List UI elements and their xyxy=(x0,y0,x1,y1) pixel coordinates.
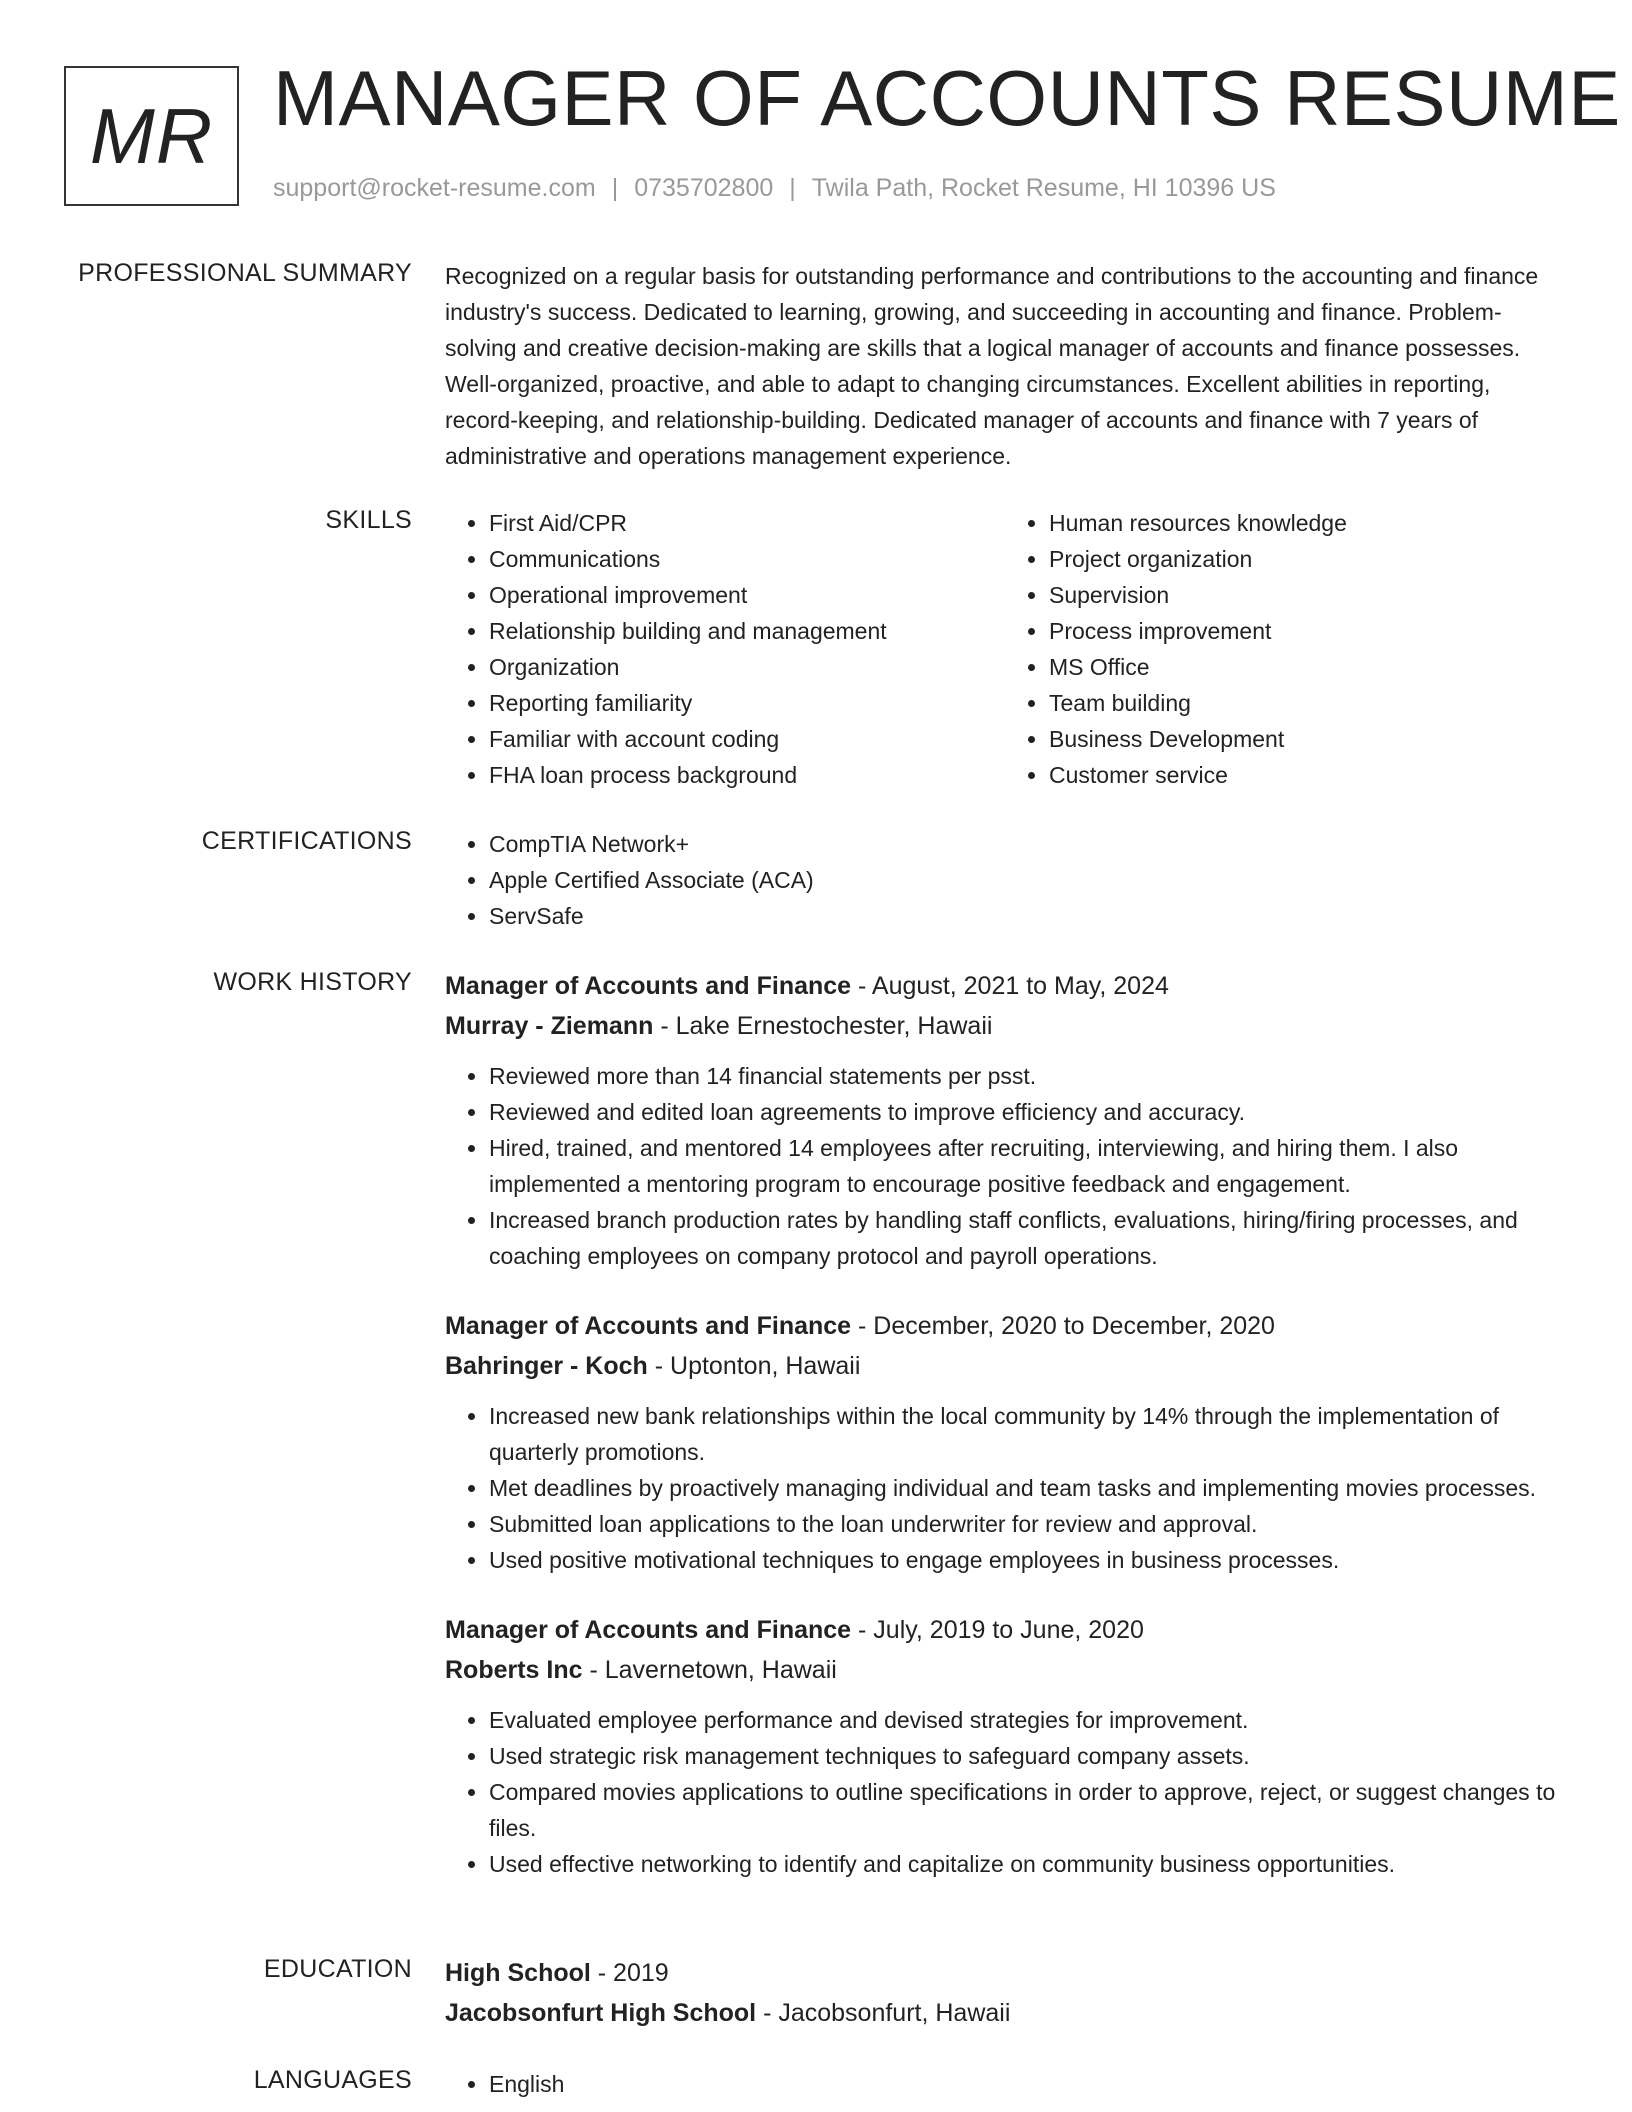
section-label-education: EDUCATION xyxy=(263,1955,412,1983)
job-duty-item: • Met deadlines by proactively managing individual and team tasks and implementing movies processes. xyxy=(489,1470,1565,1506)
contact-phone: 0735702800 xyxy=(634,174,774,202)
job-duty-item: • Increased new bank relationships within the local community by 14% through the implementation of quarterly promotions. xyxy=(489,1398,1565,1470)
education-degree-line xyxy=(445,1953,1565,1993)
job-duties-list xyxy=(445,1702,1565,1882)
job-title-line xyxy=(445,1306,1565,1346)
education-school: Jacobsonfurt High School xyxy=(445,1999,757,2027)
certification-item: • Apple Certified Associate (ACA) xyxy=(489,862,1565,898)
job-company: Roberts Inc xyxy=(445,1656,583,1684)
job-duties-list xyxy=(445,1058,1565,1274)
contact-line xyxy=(273,174,1276,203)
skill-item: • Reporting familiarity xyxy=(489,685,1005,721)
skill-item: • Human resources knowledge xyxy=(1049,505,1565,541)
job-company-line xyxy=(445,1346,1565,1386)
section-label-work-history: WORK HISTORY xyxy=(213,968,412,996)
section-content-education xyxy=(445,1953,1565,2045)
summary-text: Recognized on a regular basis for outstanding performance and contributions to the accounting and finance industry's success. Dedicated to learning, growing, and succeeding in accounting and finance. Problem-solving and creative decision-making are skills that a logical manager of accounts and finance possesses. Well-organized, proactive, and able to adapt to changing circumstances. Excellent abilities in reporting, record-keeping, and relationship-building. Dedicated manager of accounts and finance with 7 years of administrative and operations management experience. xyxy=(445,263,1539,469)
job-duty-item: • Compared movies applications to outline specifications in order to approve, reject, or suggest changes to files. xyxy=(489,1774,1565,1846)
job-company-line xyxy=(445,1006,1565,1046)
skills-columns xyxy=(445,505,1565,793)
job-location: - Lavernetown, Hawaii xyxy=(582,1656,837,1684)
skill-item: • Operational improvement xyxy=(489,577,1005,613)
certification-item: • CompTIA Network+ xyxy=(489,826,1565,862)
education-year: - 2019 xyxy=(590,1959,669,1987)
job-duty-item: • Used effective networking to identify and capitalize on community business opportunities. xyxy=(489,1846,1565,1882)
certifications-list xyxy=(445,826,1565,934)
job-company: Bahringer - Koch xyxy=(445,1352,648,1380)
section-content-work-history xyxy=(445,966,1565,1882)
section-content-languages xyxy=(445,2066,1565,2102)
contact-address: Twila Path, Rocket Resume, HI 10396 US xyxy=(811,174,1276,202)
skill-item: • Organization xyxy=(489,649,1005,685)
skill-item: • Project organization xyxy=(1049,541,1565,577)
job-title: Manager of Accounts and Finance xyxy=(445,972,852,1000)
skill-item: • Familiar with account coding xyxy=(489,721,1005,757)
section-label-languages: LANGUAGES xyxy=(253,2066,412,2094)
job-location: - Uptonton, Hawaii xyxy=(647,1352,861,1380)
job-title-line xyxy=(445,1610,1565,1650)
job-duty-item: • Hired, trained, and mentored 14 employees after recruiting, interviewing, and hiring them. I also implemented a mentoring program to encourage positive feedback and engagement. xyxy=(489,1130,1565,1202)
section-label-skills: SKILLS xyxy=(325,506,412,534)
job-duty-item: • Reviewed and edited loan agreements to improve efficiency and accuracy. xyxy=(489,1094,1565,1130)
job-duties-list xyxy=(445,1398,1565,1578)
job-entry xyxy=(445,1610,1565,1882)
skill-item: • Relationship building and management xyxy=(489,613,1005,649)
skill-item: • Team building xyxy=(1049,685,1565,721)
language-item: • English xyxy=(489,2066,1565,2102)
education-location: - Jacobsonfurt, Hawaii xyxy=(756,1999,1011,2027)
skill-item: • MS Office xyxy=(1049,649,1565,685)
job-duty-item: • Evaluated employee performance and devised strategies for improvement. xyxy=(489,1702,1565,1738)
monogram-badge: MR xyxy=(64,66,239,206)
languages-list xyxy=(445,2066,1565,2102)
section-content-certifications xyxy=(445,826,1565,934)
skills-list-right xyxy=(1005,505,1565,793)
skill-item: • Communications xyxy=(489,541,1005,577)
skill-item: • Business Development xyxy=(1049,721,1565,757)
skill-item: • Process improvement xyxy=(1049,613,1565,649)
section-label-summary: PROFESSIONAL SUMMARY xyxy=(78,259,412,287)
job-duty-item: • Reviewed more than 14 financial statements per psst. xyxy=(489,1058,1565,1094)
job-entry xyxy=(445,1306,1565,1578)
skills-list-left xyxy=(445,505,1005,793)
job-duty-item: • Used strategic risk management techniques to safeguard company assets. xyxy=(489,1738,1565,1774)
skill-item: • First Aid/CPR xyxy=(489,505,1005,541)
job-company: Murray - Ziemann xyxy=(445,1012,654,1040)
job-dates: - July, 2019 to June, 2020 xyxy=(851,1616,1144,1644)
job-title: Manager of Accounts and Finance xyxy=(445,1312,852,1340)
job-company-line xyxy=(445,1650,1565,1690)
skill-item: • FHA loan process background xyxy=(489,757,1005,793)
skill-item: • Customer service xyxy=(1049,757,1565,793)
certification-item: • ServSafe xyxy=(489,898,1565,934)
job-title: Manager of Accounts and Finance xyxy=(445,1616,852,1644)
job-dates: - December, 2020 to December, 2020 xyxy=(851,1312,1275,1340)
education-school-line xyxy=(445,1993,1565,2033)
resume-title: MANAGER OF ACCOUNTS RESUME xyxy=(273,54,1621,142)
job-dates: - August, 2021 to May, 2024 xyxy=(851,972,1169,1000)
job-duty-item: • Increased branch production rates by handling staff conflicts, evaluations, hiring/firing processes, and coaching employees on company protocol and payroll operations. xyxy=(489,1202,1565,1274)
job-duty-item: • Submitted loan applications to the loan underwriter for review and approval. xyxy=(489,1506,1565,1542)
job-location: - Lake Ernestochester, Hawaii xyxy=(653,1012,993,1040)
job-entry xyxy=(445,966,1565,1274)
section-content-skills xyxy=(445,505,1565,793)
education-degree: High School xyxy=(445,1959,591,1987)
contact-separator: | xyxy=(611,174,619,202)
section-content-summary xyxy=(445,258,1565,474)
contact-separator: | xyxy=(789,174,796,202)
contact-email: support@rocket-resume.com xyxy=(273,174,596,202)
section-label-certifications: CERTIFICATIONS xyxy=(201,827,412,855)
skill-item: • Supervision xyxy=(1049,577,1565,613)
job-title-line xyxy=(445,966,1565,1006)
job-duty-item: • Used positive motivational techniques to engage employees in business processes. xyxy=(489,1542,1565,1578)
